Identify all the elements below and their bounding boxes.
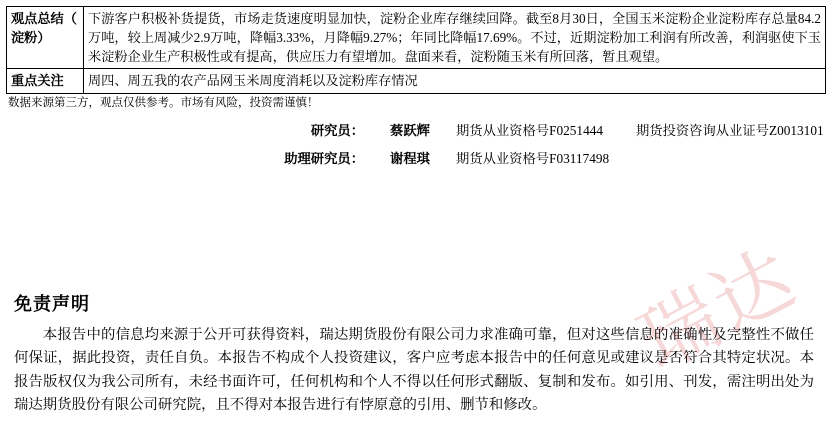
row-label-line1: 观点总结（ <box>11 11 77 26</box>
summary-table <box>6 6 826 94</box>
researcher-block <box>252 120 824 176</box>
summary-table-body <box>7 7 826 94</box>
table-row <box>7 69 826 93</box>
row-text-viewpoint: 下游客户积极补货提货，市场走货速度明显加快，淀粉企业库存继续回降。截至8月30日，全国玉米淀粉企业淀粉库存总量84.2万吨，较上周减少2.9万吨，降幅3.33%，月降幅9.27%；年同比降幅17.69%。不过，近期淀粉加工利润有所改善，利润驱使下玉米淀粉企业生产积极性或有提高，供应压力有望增加。盘面来看，淀粉随玉米有所回落，暂且观望。 <box>84 7 826 69</box>
assistant-researcher-name: 谢程琪 <box>390 151 430 166</box>
row-label-viewpoint <box>7 7 84 69</box>
data-source-note: 数据来源第三方，观点仅供参考。市场有风险，投资需谨慎！ <box>8 97 319 109</box>
assistant-researcher-title: 助理研究员： <box>284 151 364 166</box>
disclaimer-title: 免责声明 <box>14 294 90 314</box>
researcher-name: 蔡跃辉 <box>390 123 430 138</box>
disclaimer-body: 本报告中的信息均来源于公开可获得资料，瑞达期货股份有限公司力求准确可靠，但对这些信息的准确性及完整性不做任何保证，据此投资，责任自负。本报告不构成个人投资建议，客户应考虑本报告中的任何意见或建议是否符合其特定状况。本报告版权仅为我公司所有，未经书面许可，任何机构和个人不得以任何形式翻版、复制和发布。如引用、刊发，需注明出处为瑞达期货股份有限公司研究院，且不得对本报告进行有悖原意的引用、删节和修改。 <box>14 327 814 413</box>
table-row <box>7 7 826 69</box>
researcher-cert: 期货从业资格号F0251444 <box>456 123 604 138</box>
watermark-text: 瑞达 <box>625 232 811 387</box>
row-label-line1: 重点关注 <box>11 73 64 89</box>
assistant-researcher-cert: 期货从业资格号F03117498 <box>456 151 610 166</box>
row-label-focus <box>7 69 84 93</box>
researcher-title: 研究员： <box>310 123 364 138</box>
row-label-line2: 淀粉） <box>11 30 51 46</box>
row-text-focus: 周四、周五我的农产品网玉米周度消耗以及淀粉库存情况 <box>84 69 826 93</box>
researcher-cert-consult: 期货投资咨询从业证号Z0013101 <box>636 123 824 138</box>
researcher-row <box>252 120 824 139</box>
researcher-row <box>252 148 824 167</box>
